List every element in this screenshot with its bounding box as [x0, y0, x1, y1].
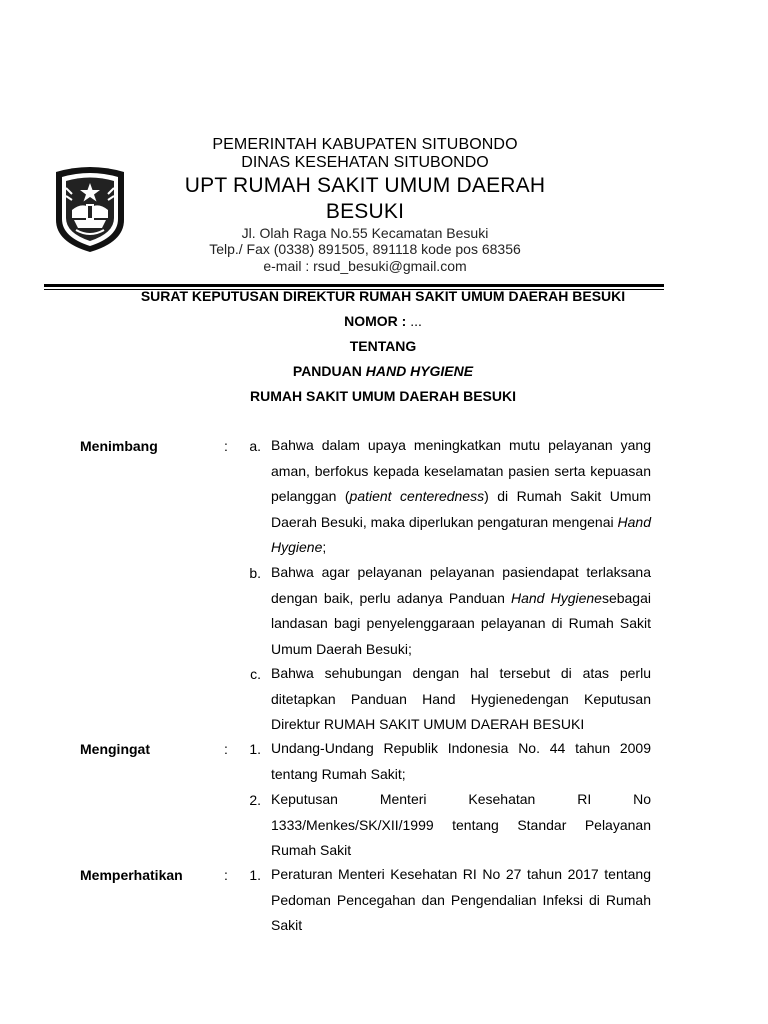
hospital-title-line2: BESUKI	[325, 200, 405, 223]
tentang-heading: TENTANG	[349, 338, 417, 354]
menimbang-b-italic1: Hand Hygiene	[511, 589, 602, 606]
menimbang-c-marker: c.	[250, 666, 261, 682]
mengingat-1-marker: 1.	[249, 741, 261, 757]
decree-number	[80, 313, 686, 329]
decree-subject	[80, 363, 686, 379]
mengingat-2-text: Keputusan Menteri Kesehatan RI No 1333/Menkes/SK/XII/1999 tentang Standar Pelayanan Rumah Sakit	[271, 791, 651, 858]
menimbang-b-part2: sebagai landasan bagi penyelenggaraan pelayanan di Rumah Sakit Umum Daerah Besuki;	[271, 589, 651, 657]
menimbang-a-part3: ;	[322, 539, 327, 555]
institution-name: RUMAH SAKIT UMUM DAERAH BESUKI	[250, 388, 516, 404]
mengingat-colon: :	[224, 741, 228, 757]
menimbang-b-part1: Bahwa agar pelayanan pelayanan pasiendapat terlaksana dengan baik, perlu adanya Panduan	[271, 564, 651, 606]
subject-italic: HAND HYGIENE	[365, 363, 474, 379]
letterhead-rule-thick	[44, 284, 664, 287]
menimbang-b-text	[271, 560, 651, 662]
memperhatikan-1-marker: 1.	[249, 867, 261, 883]
address: Jl. Olah Raga No.55 Kecamatan Besuki	[241, 225, 489, 241]
situbondo-regency-emblem-icon	[52, 166, 128, 254]
mengingat-1-text: Undang-Undang Republik Indonesia No. 44 tahun 2009 tentang Rumah Sakit;	[271, 740, 651, 782]
menimbang-colon: :	[224, 438, 228, 454]
mengingat-label: Mengingat	[80, 741, 150, 757]
decree-title: SURAT KEPUTUSAN DIREKTUR RUMAH SAKIT UMUM DAERAH BESUKI	[140, 288, 626, 304]
menimbang-a-part2: ) di Rumah Sakit Umum Daerah Besuki, maka diperlukan pengaturan mengenai	[271, 488, 651, 530]
menimbang-a-italic1: patient centeredness	[349, 488, 485, 504]
memperhatikan-label: Memperhatikan	[80, 867, 183, 883]
menimbang-a-part1: Bahwa dalam upaya meningkatkan mutu pelayanan yang aman, berfokus kepada keselamatan pasien serta kepuasan pelanggan (	[271, 437, 651, 504]
email: e-mail : rsud_besuki@gmail.com	[263, 258, 467, 274]
phone-fax: Telp./ Fax (0338) 891505, 891118 kode pos 68356	[209, 241, 521, 257]
department-name: DINAS KESEHATAN SITUBONDO	[241, 154, 489, 171]
hospital-title	[130, 173, 600, 225]
menimbang-label: Menimbang	[80, 438, 158, 454]
menimbang-c-text: Bahwa sehubungan dengan hal tersebut di atas perlu ditetapkan Panduan Hand Hygienedengan Keputusan Direktur RUMAH SAKIT UMUM DAERAH BESUKI	[271, 665, 651, 732]
memperhatikan-1-text: Peraturan Menteri Kesehatan RI No 27 tahun 2017 tentang Pedoman Pencegahan dan Pengendalian Infeksi di Rumah Sakit	[271, 866, 651, 933]
government-name: PEMERINTAH KABUPATEN SITUBONDO	[212, 136, 518, 153]
subject-plain: PANDUAN	[292, 363, 366, 379]
nomor-value: ...	[406, 313, 422, 329]
hospital-title-line1: UPT RUMAH SAKIT UMUM DAERAH	[184, 174, 546, 197]
menimbang-b-marker: b.	[249, 565, 261, 581]
mengingat-2-marker: 2.	[249, 792, 261, 808]
nomor-label: NOMOR :	[344, 313, 407, 329]
menimbang-a-marker: a.	[249, 438, 261, 454]
menimbang-a-italic2: Hand Hygiene	[271, 513, 651, 555]
memperhatikan-colon: :	[224, 867, 228, 883]
menimbang-a-text	[271, 433, 651, 561]
